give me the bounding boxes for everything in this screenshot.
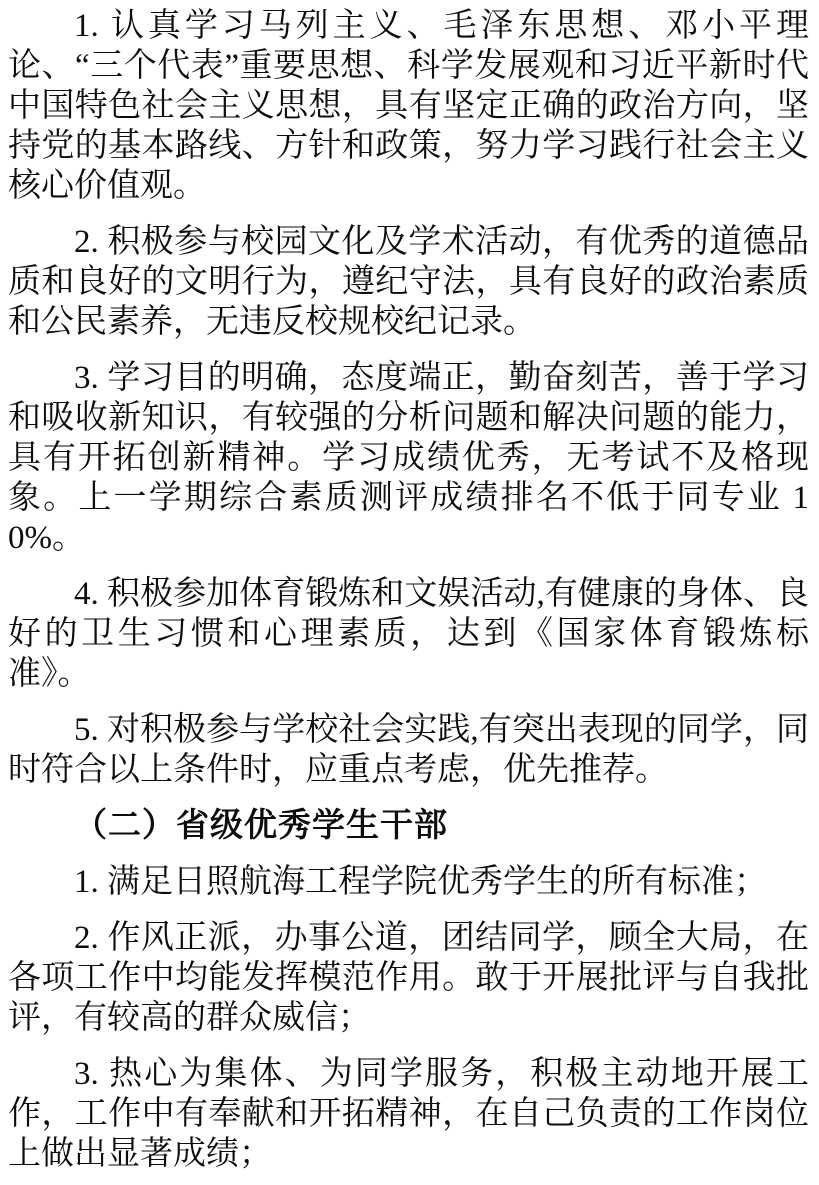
body-paragraph-3: 3. 学习目的明确，态度端正，勤奋刻苦，善于学习和吸收新知识，有较强的分析问题和解决问题的能力，具有开拓创新精神。学习成绩优秀，无考试不及格现象。上一学期综合素质测评成绩排名不低于同专业 10%。: [8, 360, 809, 556]
body-paragraph-1: 1. 认真学习马列主义、毛泽东思想、邓小平理论、“三个代表”重要思想、科学发展观和习近平新时代中国特色社会主义思想，具有坚定正确的政治方向，坚持党的基本路线、方针和政策，努力学习践行社会主义核心价值观。: [8, 8, 809, 204]
body-paragraph-2: 2. 积极参与校园文化及学术活动，有优秀的道德品质和良好的文明行为，遵纪守法，具有良好的政治素质和公民素养，无违反校规校纪记录。: [8, 224, 809, 340]
body-paragraph-7: 2. 作风正派，办事公道，团结同学，顾全大局，在各项工作中均能发挥模范作用。敢于开展批评与自我批评，有较高的群众威信；: [8, 920, 809, 1036]
body-paragraph-5: 5. 对积极参与学校社会实践,有突出表现的同学，同时符合以上条件时，应重点考虑，优先推荐。: [8, 712, 809, 788]
body-paragraph-8: 3. 热心为集体、为同学服务，积极主动地开展工作，工作中有奉献和开拓精神，在自己负责的工作岗位上做出显著成绩；: [8, 1056, 809, 1172]
section-heading-provincial-outstanding-student-cadre: （二）省级优秀学生干部: [74, 808, 448, 844]
body-paragraph-6: 1. 满足日照航海工程学院优秀学生的所有标准；: [74, 864, 767, 900]
body-paragraph-4: 4. 积极参加体育锻炼和文娱活动,有健康的身体、良好的卫生习惯和心理素质，达到《国家体育锻炼标准》。: [8, 576, 809, 692]
